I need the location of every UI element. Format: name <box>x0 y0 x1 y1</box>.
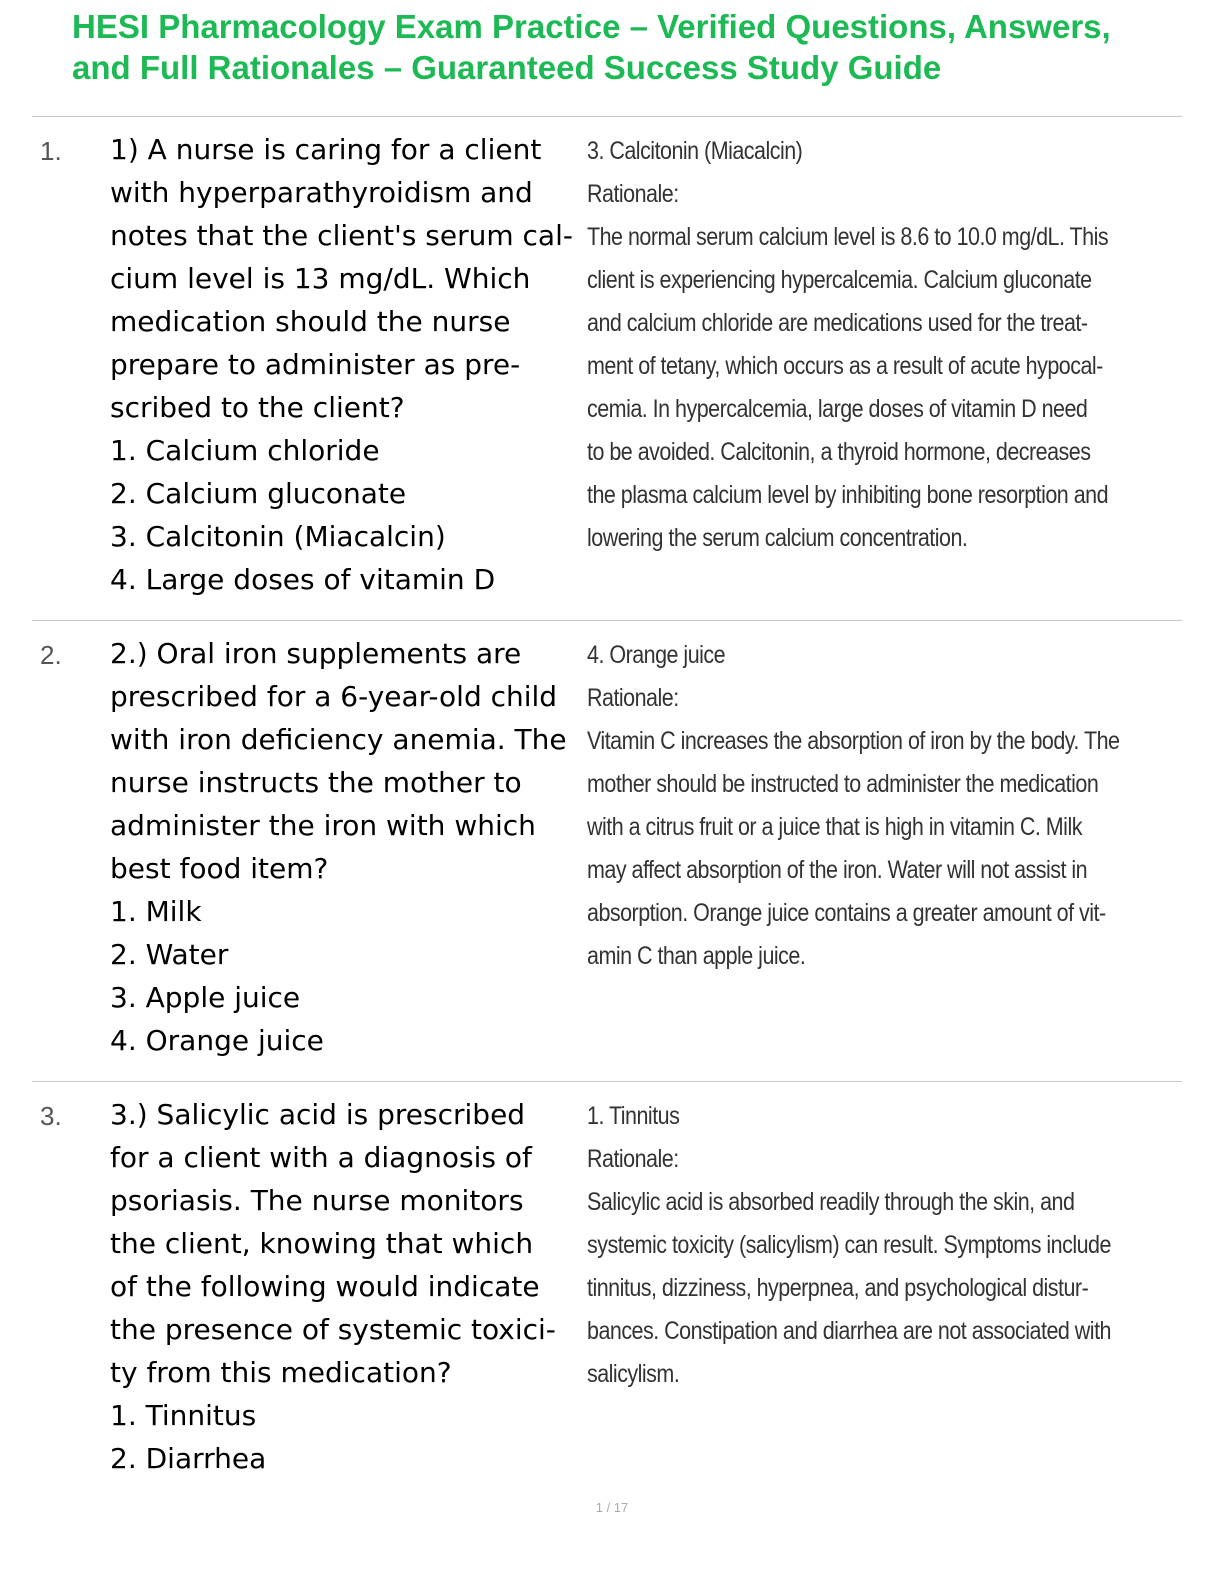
question-line: the presence of systemic toxici- <box>110 1313 556 1346</box>
answer-rationale <box>587 130 1109 560</box>
divider <box>32 1081 1182 1082</box>
document-title <box>72 6 1212 88</box>
question-number: 3. <box>40 1101 62 1131</box>
rationale-line: ment of tetany, which occurs as a result of acute hypocal- <box>587 352 1103 380</box>
question-line: for a client with a diagnosis of <box>110 1141 532 1174</box>
question-line: 2.) Oral iron supplements are <box>110 637 522 670</box>
answer-rationale <box>587 634 1120 978</box>
title-line-1: HESI Pharmacology Exam Practice – Verified Questions, Answers, <box>72 8 1111 45</box>
correct-answer: 1. Tinnitus <box>587 1102 680 1130</box>
question-line: psoriasis. The nurse monitors <box>110 1184 524 1217</box>
rationale-label: Rationale: <box>587 180 679 208</box>
rationale-line: Vitamin C increases the absorption of iron by the body. The <box>587 727 1120 755</box>
correct-answer: 3. Calcitonin (Miacalcin) <box>587 137 803 165</box>
rationale-line: with a citrus fruit or a juice that is high in vitamin C. Milk <box>587 813 1082 841</box>
rationale-line: absorption. Orange juice contains a greater amount of vit- <box>587 899 1106 927</box>
rationale-line: The normal serum calcium level is 8.6 to 10.0 mg/dL. This <box>587 223 1109 251</box>
answer-option: 4. Orange juice <box>110 1024 324 1057</box>
rationale-line: client is experiencing hypercalcemia. Calcium gluconate <box>587 266 1092 294</box>
answer-option: 2. Calcium gluconate <box>110 477 407 510</box>
answer-option: 1. Calcium chloride <box>110 434 380 467</box>
rationale-label: Rationale: <box>587 1145 679 1173</box>
question-number: 2. <box>40 640 62 670</box>
answer-rationale <box>587 1095 1111 1396</box>
answer-option: 3. Apple juice <box>110 981 301 1014</box>
rationale-line: systemic toxicity (salicylism) can result. Symptoms include <box>587 1231 1111 1259</box>
rationale-line: the plasma calcium level by inhibiting bone resorption and <box>587 481 1109 509</box>
question-line: with hyperparathyroidism and <box>110 176 533 209</box>
question-line: 1) A nurse is caring for a client <box>110 133 542 166</box>
rationale-line: to be avoided. Calcitonin, a thyroid hormone, decreases <box>587 438 1091 466</box>
rationale-line: cemia. In hypercalcemia, large doses of vitamin D need <box>587 395 1088 423</box>
question-line: prescribed for a 6-year-old child <box>110 680 558 713</box>
question-line: administer the iron with which <box>110 809 536 842</box>
rationale-line: lowering the serum calcium concentration. <box>587 524 968 552</box>
answer-option: 1. Tinnitus <box>110 1399 257 1432</box>
rationale-line: tinnitus, dizziness, hyperpnea, and psychological distur- <box>587 1274 1089 1302</box>
answer-option: 2. Water <box>110 938 229 971</box>
question-line: cium level is 13 mg/dL. Which <box>110 262 531 295</box>
question-line: notes that the client's serum cal- <box>110 219 573 252</box>
rationale-line: bances. Constipation and diarrhea are not associated with <box>587 1317 1111 1345</box>
rationale-line: amin C than apple juice. <box>587 942 806 970</box>
rationale-label: Rationale: <box>587 684 679 712</box>
answer-option: 2. Diarrhea <box>110 1442 267 1475</box>
question-text <box>110 632 590 1062</box>
question-line: ty from this medication? <box>110 1356 452 1389</box>
question-line: medication should the nurse <box>110 305 511 338</box>
answer-option: 1. Milk <box>110 895 202 928</box>
rationale-line: may affect absorption of the iron. Water will not assist in <box>587 856 1088 884</box>
question-text <box>110 1093 590 1480</box>
divider <box>32 116 1182 117</box>
rationale-line: Salicylic acid is absorbed readily through the skin, and <box>587 1188 1075 1216</box>
rationale-line: mother should be instructed to administer the medication <box>587 770 1099 798</box>
question-line: best food item? <box>110 852 329 885</box>
answer-option: 4. Large doses of vitamin D <box>110 563 496 596</box>
rationale-line: salicylism. <box>587 1360 680 1388</box>
rationale-line: and calcium chloride are medications used for the treat- <box>587 309 1088 337</box>
question-line: nurse instructs the mother to <box>110 766 522 799</box>
answer-option: 3. Calcitonin (Miacalcin) <box>110 520 446 553</box>
page-number: 1 / 17 <box>595 1500 629 1515</box>
question-line: of the following would indicate <box>110 1270 540 1303</box>
question-text <box>110 128 590 601</box>
title-line-2: and Full Rationales – Guaranteed Success Study Guide <box>72 49 942 86</box>
question-line: the client, knowing that which <box>110 1227 534 1260</box>
question-line: with iron deficiency anemia. The <box>110 723 567 756</box>
divider <box>32 620 1182 621</box>
correct-answer: 4. Orange juice <box>587 641 726 669</box>
question-line: 3.) Salicylic acid is prescribed <box>110 1098 526 1131</box>
question-line: scribed to the client? <box>110 391 405 424</box>
question-number: 1. <box>40 136 62 166</box>
question-line: prepare to administer as pre- <box>110 348 521 381</box>
